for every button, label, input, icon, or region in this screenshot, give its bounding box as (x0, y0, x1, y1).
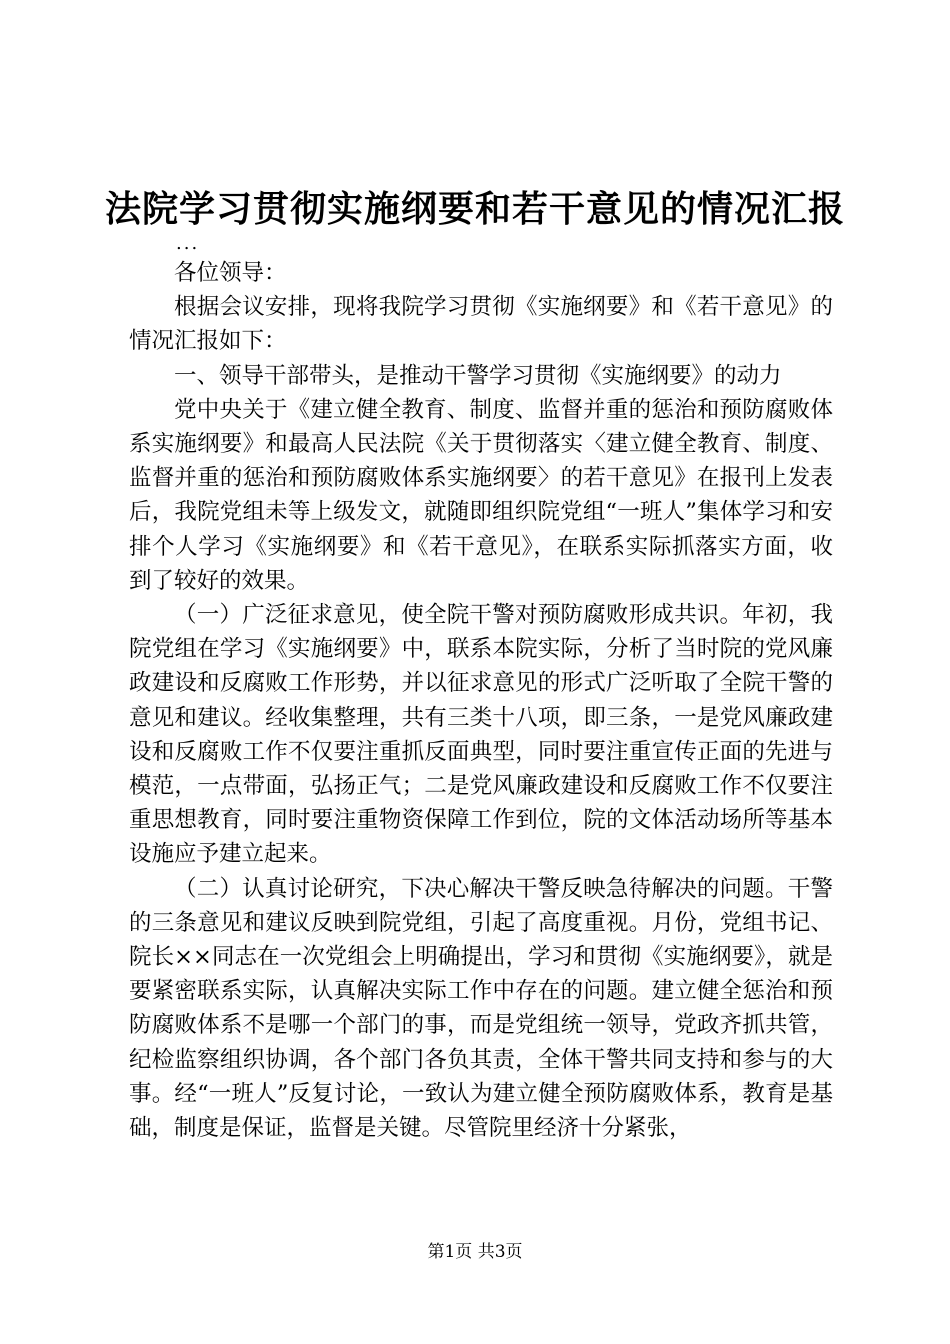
document-body (129, 256, 833, 1145)
subsection-paragraph-1: （一）广泛征求意见，使全院干警对预防腐败形成共识。年初，我院党组在学习《实施纲要》中，联系本院实际，分析了当时院的党风廉政建设和反腐败工作形势，并以征求意见的形式广泛听取了全院干警的意见和建议。经收集整理，共有三类十八项，即三条，一是党风廉政建设和反腐败工作不仅要注重抓反面典型，同时要注重宣传正面的先进与模范，一点带面，弘扬正气；二是党风廉政建设和反腐败工作不仅要注重思想教育，同时要注重物资保障工作到位，院的文体活动场所等基本设施应予建立起来。 (129, 602, 833, 868)
document-title: 法院学习贯彻实施纲要和若干意见的情况汇报 (104, 188, 845, 230)
salutation-paragraph: 各位领导： (174, 260, 287, 286)
ellipsis-mark: ... (176, 233, 200, 254)
page-footer: 第1页 共3页 (427, 1242, 523, 1262)
subsection-paragraph-2: （二）认真讨论研究，下决心解决干警反映急待解决的问题。干警的三条意见和建议反映到院党组，引起了高度重视。月份，党组书记、院长××同志在一次党组会上明确提出，学习和贯彻《实施纲要》，就是要紧密联系实际，认真解决实际工作中存在的问题。建立健全惩治和预防腐败体系不是哪一个部门的事，而是党组统一领导，党政齐抓共管，纪检监察组织协调，各个部门各负其责，全体干警共同支持和参与的大事。经“一班人”反复讨论，一致认为建立健全预防腐败体系，教育是基础，制度是保证，监督是关键。尽管院里经济十分紧张， (129, 875, 833, 1142)
intro-paragraph: 根据会议安排，现将我院学习贯彻《实施纲要》和《若干意见》的情况汇报如下： (129, 294, 833, 355)
body-paragraph: 党中央关于《建立健全教育、制度、监督并重的惩治和预防腐败体系实施纲要》和最高人民法院《关于贯彻落实〈建立健全教育、制度、监督并重的惩治和预防腐败体系实施纲要〉的若干意见》在报刊上发表后，我院党组未等上级发文，就随即组织院党组“一班人”集体学习和安排个人学习《实施纲要》和《若干意见》，在联系实际抓落实方面，收到了较好的效果。 (129, 396, 833, 594)
section-heading-1: 一、领导干部带头，是推动干警学习贯彻《实施纲要》的动力 (174, 362, 782, 389)
